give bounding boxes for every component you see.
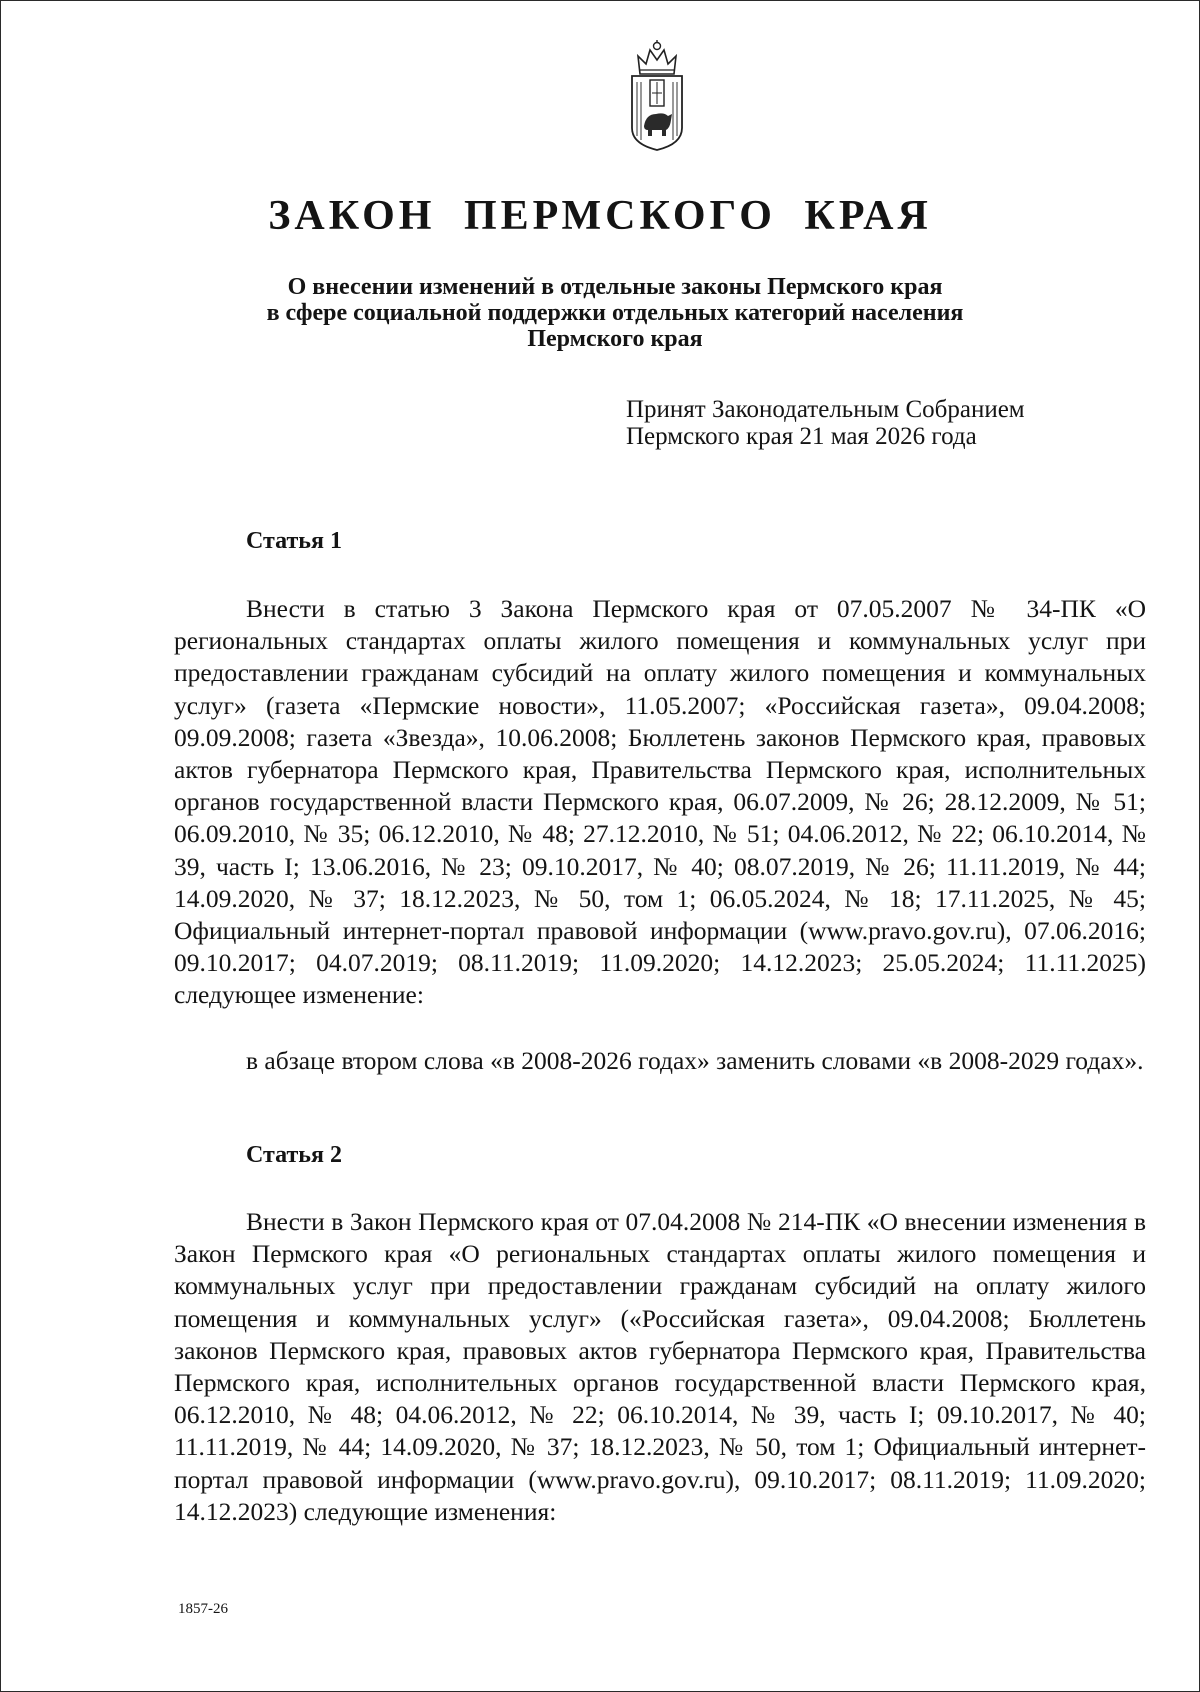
article-2-paragraph: Внести в Закон Пермского края от 07.04.2008 № 214-ПК «О внесении изменения в Закон Пермского края «О региональных стандартах оплаты жилого помещения и коммунальных услуг при предоставлении гражданам субсидий на оплату жилого помещения и коммунальных услуг» («Российская газета», 09.04.2008; Бюллетень законов Пермского края, правовых актов губернатора Пермского края, Правительства Пермского края, исполнительных органов государственной власти Пермского края, 06.12.2010, № 48; 04.06.2012, № 22; 06.10.2014, № 39, часть I; 09.10.2017, № 40; 11.11.2019, № 44; 14.09.2020, № 37; 18.12.2023, № 50, том 1; Официальный интернет-портал правовой информации (www.pravo.gov.ru), 09.10.2017; 08.11.2019; 11.09.2020; 14.12.2023) следующие изменения:: [174, 1207, 1146, 1526]
document-title: ЗАКОН ПЕРМСКОГО КРАЯ: [268, 193, 932, 239]
adoption-line: Пермского края 21 мая 2026 года: [626, 423, 977, 450]
document-number: 1857-26: [178, 1601, 228, 1617]
subtitle-line: Пермского края: [527, 326, 703, 352]
article-1-paragraph: Внести в статью 3 Закона Пермского края от 07.05.2007 № 34-ПК «О региональных стандартах оплаты жилого помещения и коммунальных услуг при предоставлении гражданам субсидий на оплату жилого помещения и коммунальных услуг» (газета «Пермские новости», 11.05.2007; «Российская газета», 09.04.2008; 09.09.2008; газета «Звезда», 10.06.2008; Бюллетень законов Пермского края, правовых актов губернатора Пермского края, Правительства Пермского края, исполнительных органов государственной власти Пермского края, 06.07.2009, № 26; 28.12.2009, № 51; 06.09.2010, № 35; 06.12.2010, № 48; 27.12.2010, № 51; 04.06.2012, № 22; 06.10.2014, № 39, часть I; 13.06.2016, № 23; 09.10.2017, № 40; 08.07.2019, № 26; 11.11.2019, № 44; 14.09.2020, № 37; 18.12.2023, № 50, том 1; 06.05.2024, № 18; 17.11.2025, № 45; Официальный интернет-портал правовой информации (www.pravo.gov.ru), 07.06.2016; 09.10.2017; 04.07.2019; 08.11.2019; 11.09.2020; 14.12.2023; 25.05.2024; 11.11.2025) следующее изменение:: [174, 594, 1146, 1010]
subtitle-line: в сфере социальной поддержки отдельных категорий населения: [266, 300, 964, 326]
adoption-line: Принят Законодательным Собранием: [626, 396, 1025, 423]
subtitle-line: О внесении изменений в отдельные законы Пермского края: [287, 274, 943, 300]
adoption-note: [626, 396, 1126, 450]
article-2-heading: Статья 2: [246, 1142, 342, 1168]
document-subtitle: [180, 274, 1050, 352]
article-1-amendment: в абзаце втором слова «в 2008-2026 годах» заменить словами «в 2008-2029 годах».: [246, 1046, 1144, 1075]
article-1-heading: Статья 1: [246, 528, 342, 554]
coat-of-arms-icon: [628, 40, 686, 152]
